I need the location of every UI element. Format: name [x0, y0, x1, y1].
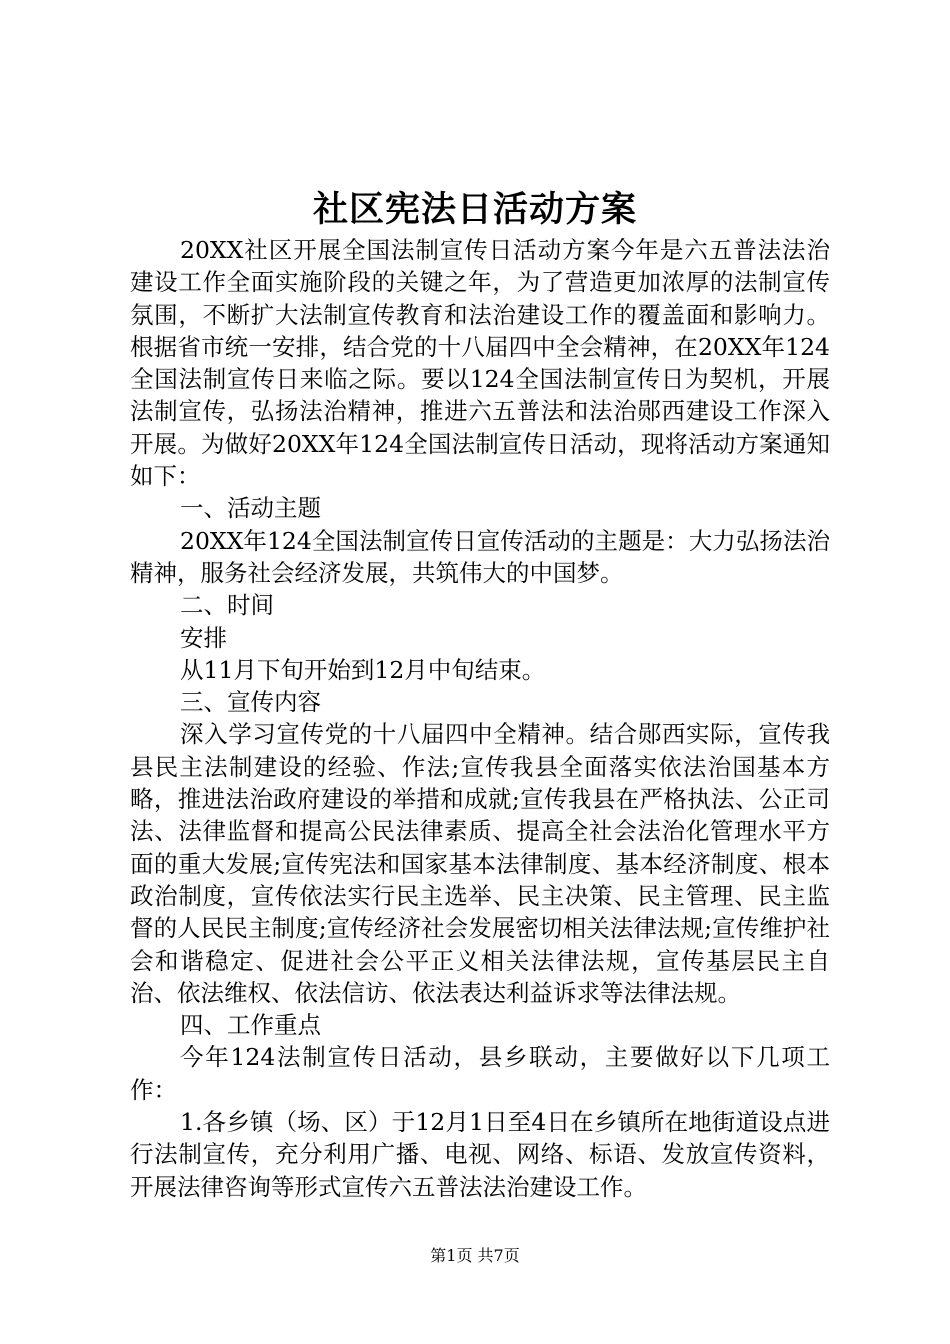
- heading-publicity-content: 三、宣传内容: [180, 688, 321, 717]
- paragraph-work-focus: 今年124法制宣传日活动，县乡联动，主要做好以下几项工作：: [130, 1043, 830, 1104]
- document-body: [130, 234, 830, 1203]
- paragraph-intro: 20XX社区开展全国法制宣传日活动方案今年是六五普法法治建设工作全面实施阶段的关键之年，为了营造更加浓厚的法制宣传氛围，不断扩大法制宣传教育和法治建设工作的覆盖面和影响力。根据省市统一安排，结合党的十八届四中全会精神，在20XX年124全国法制宣传日来临之际。要以124全国法制宣传日为契机，开展法制宣传，弘扬法治精神，推进六五普法和法治郧西建设工作深入开展。为做好20XX年124全国法制宣传日活动，现将活动方案通知如下：: [130, 236, 830, 491]
- paragraph-theme: 20XX年124全国法制宣传日宣传活动的主题是：大力弘扬法治精神，服务社会经济发展，共筑伟大的中国梦。: [130, 526, 830, 587]
- heading-time: 二、时间: [180, 591, 274, 620]
- document-title: 社区宪法日活动方案: [312, 189, 637, 230]
- paragraph-publicity-content: 深入学习宣传党的十八届四中全精神。结合郧西实际，宣传我县民主法制建设的经验、作法;宣传我县全面落实依法治国基本方略，推进法治政府建设的举措和成就;宣传我县在严格执法、公正司法、法律监督和提高公民法律素质、提高全社会法治化管理水平方面的重大发展;宣传宪法和国家基本法律制度、基本经济制度、根本政治制度，宣传依法实行民主选举、民主决策、民主管理、民主监督的人民民主制度;宣传经济社会发展密切相关法律法规;宣传维护社会和谐稳定、促进社会公平正义相关法律法规，宣传基层民主自治、依法维权、依法信访、依法表达利益诉求等法律法规。: [130, 720, 830, 1007]
- page-number: 第1页 共7页: [430, 1246, 520, 1265]
- paragraph-item-1: 1.各乡镇（场、区）于12月1日至4日在乡镇所在地街道设点进行法制宣传，充分利用广播、电视、网络、标语、发放宣传资料，开展法律咨询等形式宣传六五普法法治建设工作。: [130, 1108, 830, 1201]
- heading-work-focus: 四、工作重点: [180, 1011, 321, 1040]
- paragraph-schedule: 从11月下旬开始到12月中旬结束。: [180, 655, 546, 684]
- heading-arrangement: 安排: [180, 623, 227, 652]
- heading-activity-theme: 一、活动主题: [180, 494, 321, 523]
